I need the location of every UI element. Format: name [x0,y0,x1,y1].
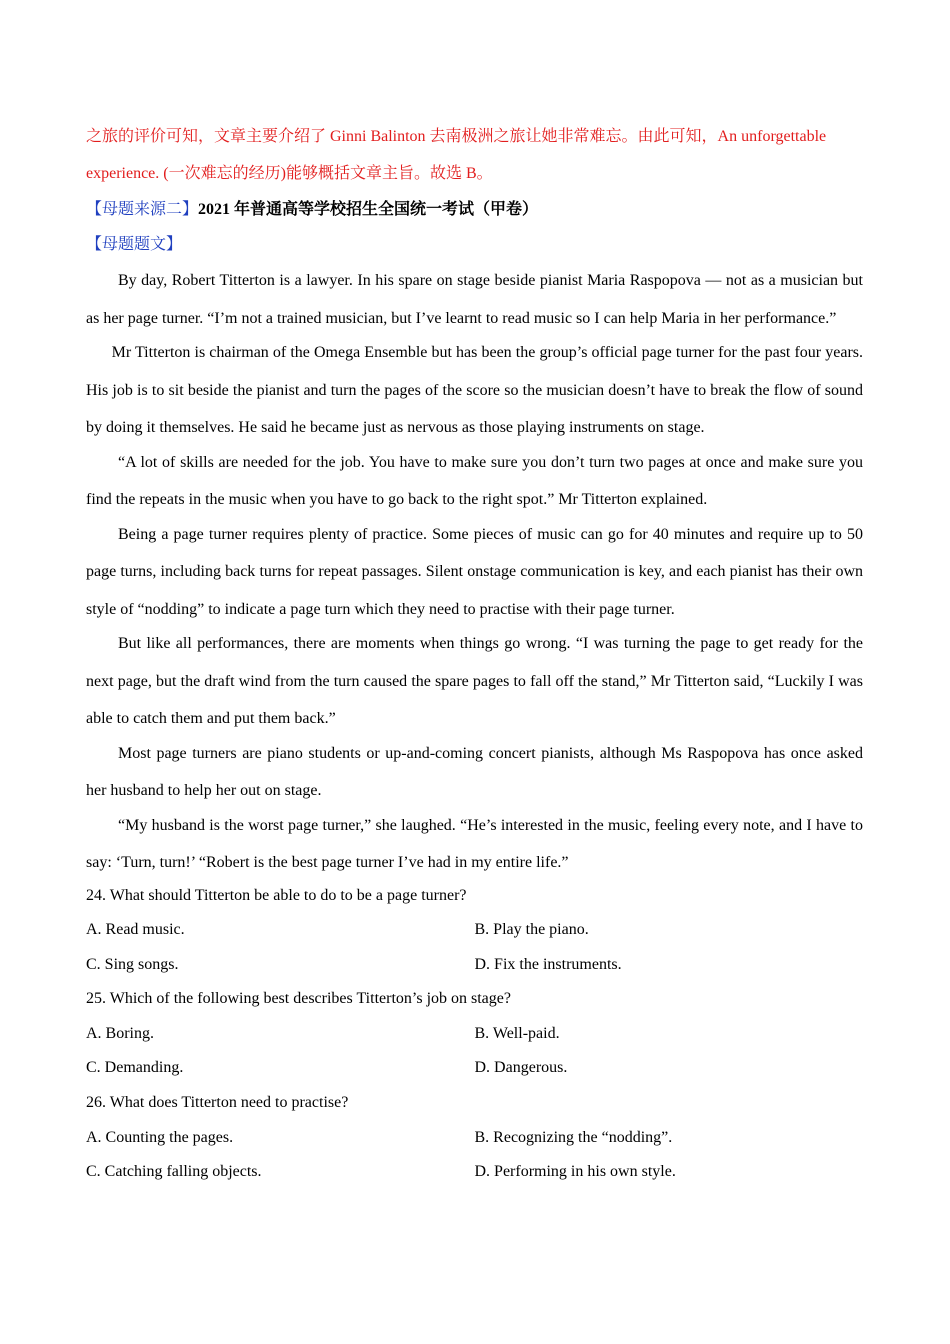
passage-paragraph: By day, Robert Titterton is a lawyer. In his spare on stage beside pianist Maria Raspopova — not as a musician but as her page turner. “I’m not a trained musician, but I’ve learnt to read music so I can help Maria in her performance.” [86,272,863,327]
question-24-options-row-1 [86,913,863,948]
option-a: A. Counting the pages. [86,1128,234,1146]
option-c: C. Catching falling objects. [86,1163,262,1181]
option-b: B. Recognizing the “nodding”. [474,1128,673,1146]
passage-paragraph: “My husband is the worst page turner,” she laughed. “He’s interested in the music, feeling every note, and I have to say: ‘Turn, turn!’ “Robert is the best page turner I’ve had in my entire life.” [86,816,863,871]
passage-paragraph: Being a page turner requires plenty of practice. Some pieces of music can go for 40 minutes and require up to 50 page turns, including back turns for repeat passages. Silent onstage communication is key, and each pianist has their own style of “nodding” to indicate a page turn which they need to practise with their page turner. [86,525,863,618]
question-26-options-row-2 [86,1155,863,1190]
passage-label: 【母题题文】 [86,236,183,253]
document-page [86,118,863,1190]
source-heading [86,192,863,227]
source-label: 【母题来源二】 [86,201,199,218]
question-26-options-row-1 [86,1121,863,1156]
question-24-options-row-2 [86,948,863,983]
answer-note-line-2: experience. (一次难忘的经历)能够概括文章主旨。故选 B。 [86,165,493,182]
option-a: A. Boring. [86,1024,154,1042]
option-d: D. Dangerous. [474,1059,568,1077]
passage-paragraph: “A lot of skills are needed for the job. You have to make sure you don’t turn two pages at once and make sure you find the repeats in the music when you have to go back to the right spot.” Mr Titterton explained. [86,453,863,508]
passage-paragraph: Mr Titterton is chairman of the Omega Ensemble but has been the group’s official page turner for the past four years. His job is to sit beside the pianist and turn the pages of the score so the musician doesn’t have to break the flow of sound by doing it themselves. He said he became just as nervous as those playing instruments on stage. [86,344,863,436]
source-title: 2021 年普通高等学校招生全国统一考试（甲卷） [198,201,539,218]
question-25-options-row-2 [86,1051,863,1086]
question-25-options-row-1 [86,1017,863,1052]
option-c: C. Demanding. [86,1059,184,1077]
passage-paragraph: Most page turners are piano students or up-and-coming concert pianists, although Ms Raspopova has once asked her husband to help her out on stage. [86,744,863,799]
question-25-stem: 25. Which of the following best describes Titterton’s job on stage? [86,990,511,1008]
option-a: A. Read music. [86,921,185,939]
question-26-stem: 26. What does Titterton need to practise? [86,1094,349,1112]
option-c: C. Sing songs. [86,955,179,973]
answer-note-line-1: 之旅的评价可知，文章主要介绍了 Ginni Balinton 去南极洲之旅让她非常难忘。由此可知，An unforgettable [86,128,827,145]
option-d: D. Fix the instruments. [474,955,622,973]
question-24-stem: 24. What should Titterton be able to do to be a page turner? [86,886,467,904]
option-d: D. Performing in his own style. [474,1163,676,1181]
passage-paragraph: But like all performances, there are moments when things go wrong. “I was turning the page to get ready for the next page, but the draft wind from the turn caused the spare pages to fall off the stand,” Mr Titterton said, “Luckily I was able to catch them and put them back.” [86,635,863,727]
option-b: B. Play the piano. [474,921,589,939]
option-b: B. Well-paid. [474,1024,560,1042]
